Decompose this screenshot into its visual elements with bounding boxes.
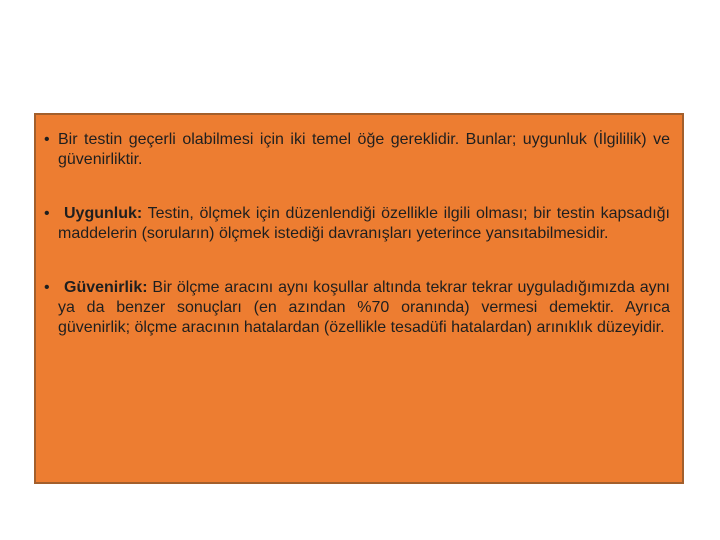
- bullet-dot-icon: •: [44, 279, 50, 296]
- bullet-label: Uygunluk:: [64, 205, 143, 222]
- slide-panel: [34, 113, 684, 484]
- bullet-body-text: Bir ölçme aracını aynı koşullar altında tekrar tekrar uyguladığımızda aynı ya da benzer sonuçları (en azından %70 oranında) vermesi demektir. Ayrıca güvenirlik; ölçme aracının hatalardan (özellikle tesadüfi hatalardan) arınıklık düzeyidir.: [58, 279, 670, 336]
- bullet-item-reliability: [44, 278, 670, 338]
- bullet-item-validity-intro: [44, 130, 670, 170]
- bullet-item-relevance: [44, 204, 670, 244]
- bullet-body-text: Bir testin geçerli olabilmesi için iki temel öğe gereklidir. Bunlar; uygunluk (İlgililik) ve güvenirliktir.: [58, 131, 670, 168]
- bullet-dot-icon: •: [44, 205, 50, 222]
- bullet-body-text: Testin, ölçmek için düzenlendiği özellikle ilgili olması; bir testin kapsadığı maddelerin (soruların) ölçmek istediği davranışları yeterince yansıtabilmesidir.: [58, 205, 670, 242]
- bullet-text: [58, 278, 670, 338]
- bullet-text: [58, 130, 670, 170]
- bullet-dot-icon: •: [44, 131, 50, 148]
- bullet-label: Güvenirlik:: [64, 279, 148, 296]
- slide-content: [36, 130, 682, 338]
- bullet-text: [58, 204, 670, 244]
